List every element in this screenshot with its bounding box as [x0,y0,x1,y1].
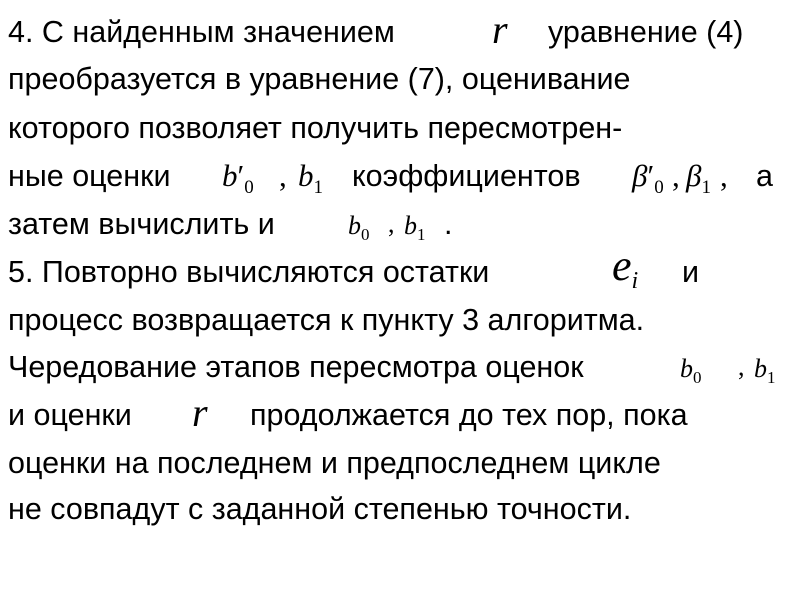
estimate-b1: b1 [754,354,776,387]
coefficient-beta0-prime: $\beta'_0$ [632,158,664,198]
p4-line-4-text-c: коэффициентов [352,159,581,193]
p4-line-4 [8,154,792,198]
p4-line-1-text-b: уравнение (4) [548,15,744,49]
p5-line-4 [8,390,792,437]
estimate-b0-prime: $b'_0$ [222,158,254,198]
p4-line-3: которого позволяет получить пересмотрен- [8,111,623,145]
p4-line-5 [8,202,792,246]
p5-line-4-text-b: продолжается до тех пор, пока [250,398,688,432]
estimate-b1: $b_1$ [298,158,323,198]
comma: , [388,209,395,238]
comma: , [279,158,287,193]
p4-line-1-text-a: 4. С найденным значением [8,15,395,49]
p5-line-4-text-a: и оценки [8,398,132,432]
p4-line-4-text-a: ные оценки [8,159,171,193]
comma: , [738,352,745,381]
p5-line-1-text-b: и [682,255,700,289]
p5-line-2: процесс возвращается к пункту 3 алгоритма. [8,303,645,337]
comma: , [720,158,728,193]
p5-line-3 [8,345,792,389]
comma: , [672,158,680,193]
p5-line-6: не совпадут с заданной степенью точности. [8,492,632,526]
variable-r: r [492,7,508,52]
residual-ei: $e_i$ [612,241,639,294]
estimate-b0: b0 [348,211,370,244]
estimate-b1: b1 [404,211,426,244]
p5-line-3-text-a: Чередование этапов пересмотра оценок [8,350,584,384]
period: . [444,207,453,241]
p5-line-1 [8,241,792,294]
p4-line-1 [8,7,792,54]
variable-r: r [192,390,208,435]
estimate-b0: b0 [680,354,702,387]
p4-line-2: преобразуется в уравнение (7), оценивание [8,62,631,96]
p4-line-5-text-a: затем вычислить и [8,207,275,241]
p4-line-4-text-d: а [756,159,773,193]
p5-line-1-text-a: 5. Повторно вычисляются остатки [8,255,490,289]
coefficient-beta1: $\beta_1$ [686,158,711,198]
p5-line-5: оценки на последнем и предпоследнем цикле [8,446,661,480]
